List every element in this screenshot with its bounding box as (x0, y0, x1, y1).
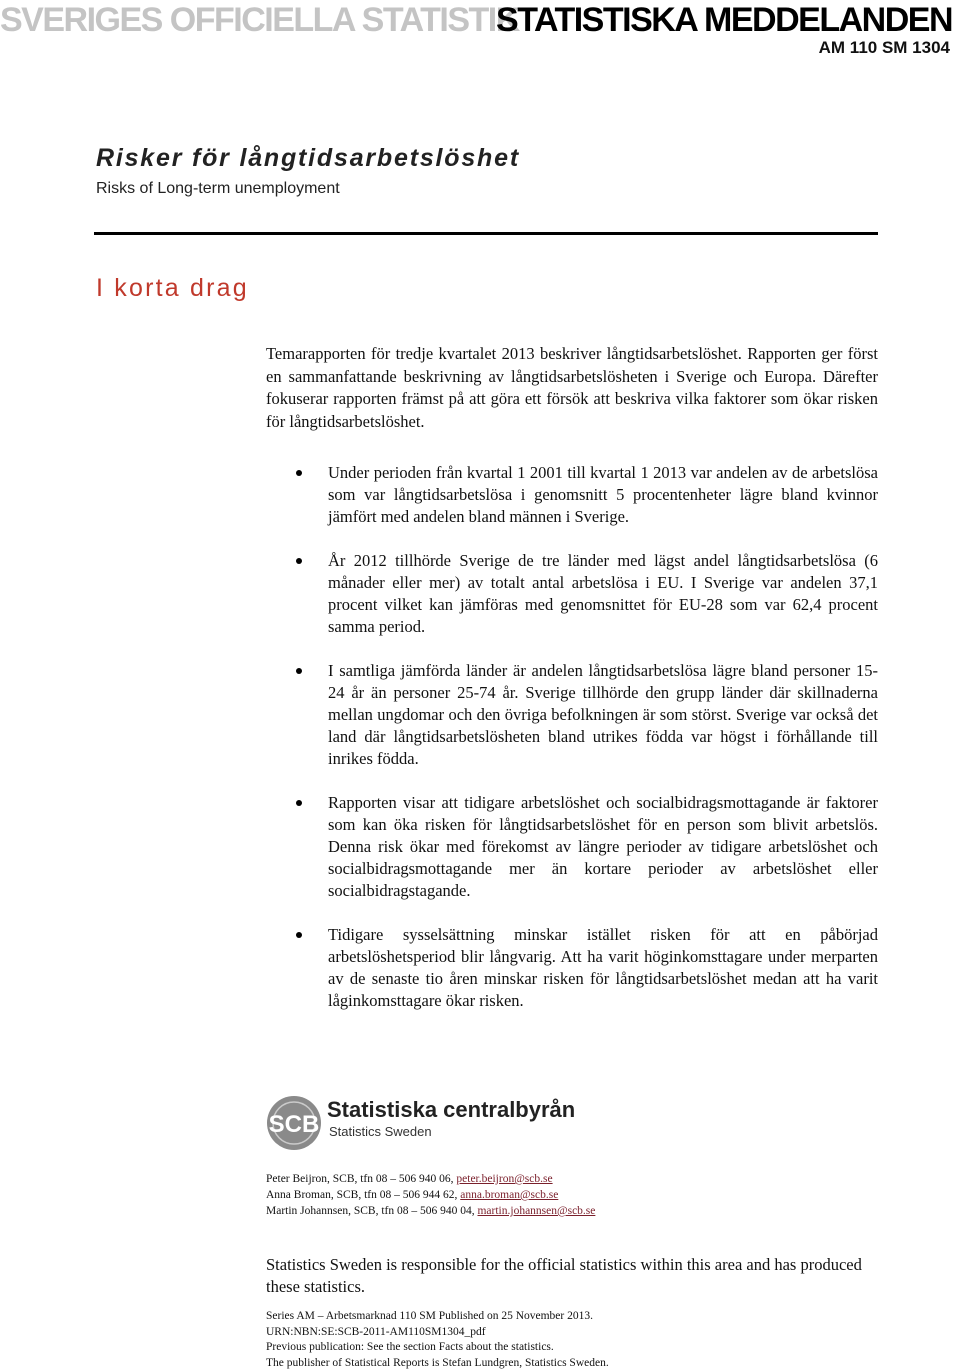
summary-bullet (266, 792, 878, 902)
banner-statistical-reports: STATISTISKA MEDDELANDEN (496, 1, 952, 39)
contact-line (266, 1187, 595, 1203)
bullet-text: Tidigare sysselsättning minskar istället risken för att en påbörjad arbetslöshetsperiod blir långvarig. Att ha varit höginkomsttagare under merparten av de senaste tio åren minskar risken för långtidsarbetslöshet medan att ha varit låginkomsttagare ökar risken. (328, 925, 878, 1010)
contact-line (266, 1171, 595, 1187)
previous-publication: Previous publication: See the section Facts about the statistics. (266, 1341, 554, 1353)
responsibility-statement: Statistics Sweden is responsible for the official statistics within this area and has produced these statistics. (266, 1255, 862, 1296)
contact-details: Martin Johannsen, SCB, tfn 08 – 506 940 04, (266, 1205, 478, 1217)
banner-official-statistics: SVERIGES OFFICIELLA STATISTIK (0, 1, 519, 39)
bullet-icon (296, 558, 302, 564)
bullet-text: Under perioden från kvartal 1 2001 till kvartal 1 2013 var andelen av de arbetslösa som var långtidsarbetslösa i genomsnitt 5 procentenheter lägre bland kvinnor jämfört med andelen bland männen i Sverige. (328, 463, 878, 526)
contact-email-link[interactable]: martin.johannsen@scb.se (477, 1205, 596, 1217)
summary-bullet (266, 924, 878, 1012)
contact-details: Peter Beijron, SCB, tfn 08 – 506 940 06, (266, 1173, 457, 1185)
bullet-text: År 2012 tillhörde Sverige de tre länder med lägst andel långtidsarbetslösa (6 månader eller mer) av totalt antal arbetslösa i EU. I Sverige var andelen 37,1 procent vilket kan jämföras med genomsnittet för EU-28 som var 62,4 procent samma period. (328, 551, 878, 636)
title-divider (94, 232, 878, 235)
scb-logo (266, 1082, 586, 1164)
scb-logo-letters: SCB (268, 1111, 320, 1138)
bullet-icon (296, 668, 302, 674)
contact-email-link[interactable]: peter.beijron@scb.se (456, 1173, 553, 1185)
contact-email-link[interactable]: anna.broman@scb.se (460, 1189, 559, 1201)
series-code: AM 110 SM 1304 (818, 38, 950, 57)
page-title: Risker för långtidsarbetslöshet (96, 144, 520, 172)
bullet-text: Rapporten visar att tidigare arbetslöshet och socialbidragsmottagande är faktorer som kan öka risken för långtidsarbetslöshet för en person som blivit arbetslös. Denna risk ökar med förekomst av längre perioder av tidigare arbetslöshet och socialbidragsmottagande mer än kortare perioder av arbetslöshet eller socialbidragstagande. (328, 793, 878, 900)
intro-paragraph: Temarapporten för tredje kvartalet 2013 beskriver långtidsarbetslöshet. Rapporten ger först en sammanfattande beskrivning av långtidsarbetslösheten i Sverige och Europa. Därefter fokuserar rapporten främst på att göra ett försök att beskriva vilka faktorer som ökar risken för långtidsarbetslöshet. (266, 344, 878, 431)
bullet-icon (296, 800, 302, 806)
bullet-text: I samtliga jämförda länder är andelen långtidsarbetslösa lägre bland personer 15-24 år än personer 25-74 år. Sverige tillhörde den grupp länder där skillnaderna mellan ungdomar och den övriga befolkningen är som störst. Sverige var också det land där långtidsarbetslösheten bland utrikes födda var högst i förhållande till inrikes födda. (328, 661, 878, 768)
logo-name-en: Statistics Sweden (329, 1124, 432, 1139)
series-banner (0, 0, 960, 40)
summary-bullet (266, 660, 878, 770)
bullet-icon (296, 470, 302, 476)
summary-bullet-list (266, 462, 878, 1012)
section-heading: I korta drag (96, 274, 249, 302)
publisher: The publisher of Statistical Reports is Stefan Lundgren, Statistics Sweden. (266, 1356, 609, 1369)
contact-details: Anna Broman, SCB, tfn 08 – 506 944 62, (266, 1189, 461, 1201)
summary-bullet (266, 462, 878, 528)
publication-urn: URN:NBN:SE:SCB-2011-AM110SM1304_pdf (266, 1325, 486, 1338)
bullet-icon (296, 932, 302, 938)
summary-bullet (266, 550, 878, 638)
logo-name: Statistiska centralbyrån (327, 1097, 576, 1122)
page-subtitle: Risks of Long-term unemployment (96, 180, 340, 197)
contact-line (266, 1203, 595, 1219)
publication-series: Series AM – Arbetsmarknad 110 SM Published on 25 November 2013. (266, 1310, 593, 1322)
contact-list (266, 1171, 595, 1219)
publication-info (266, 1309, 609, 1371)
